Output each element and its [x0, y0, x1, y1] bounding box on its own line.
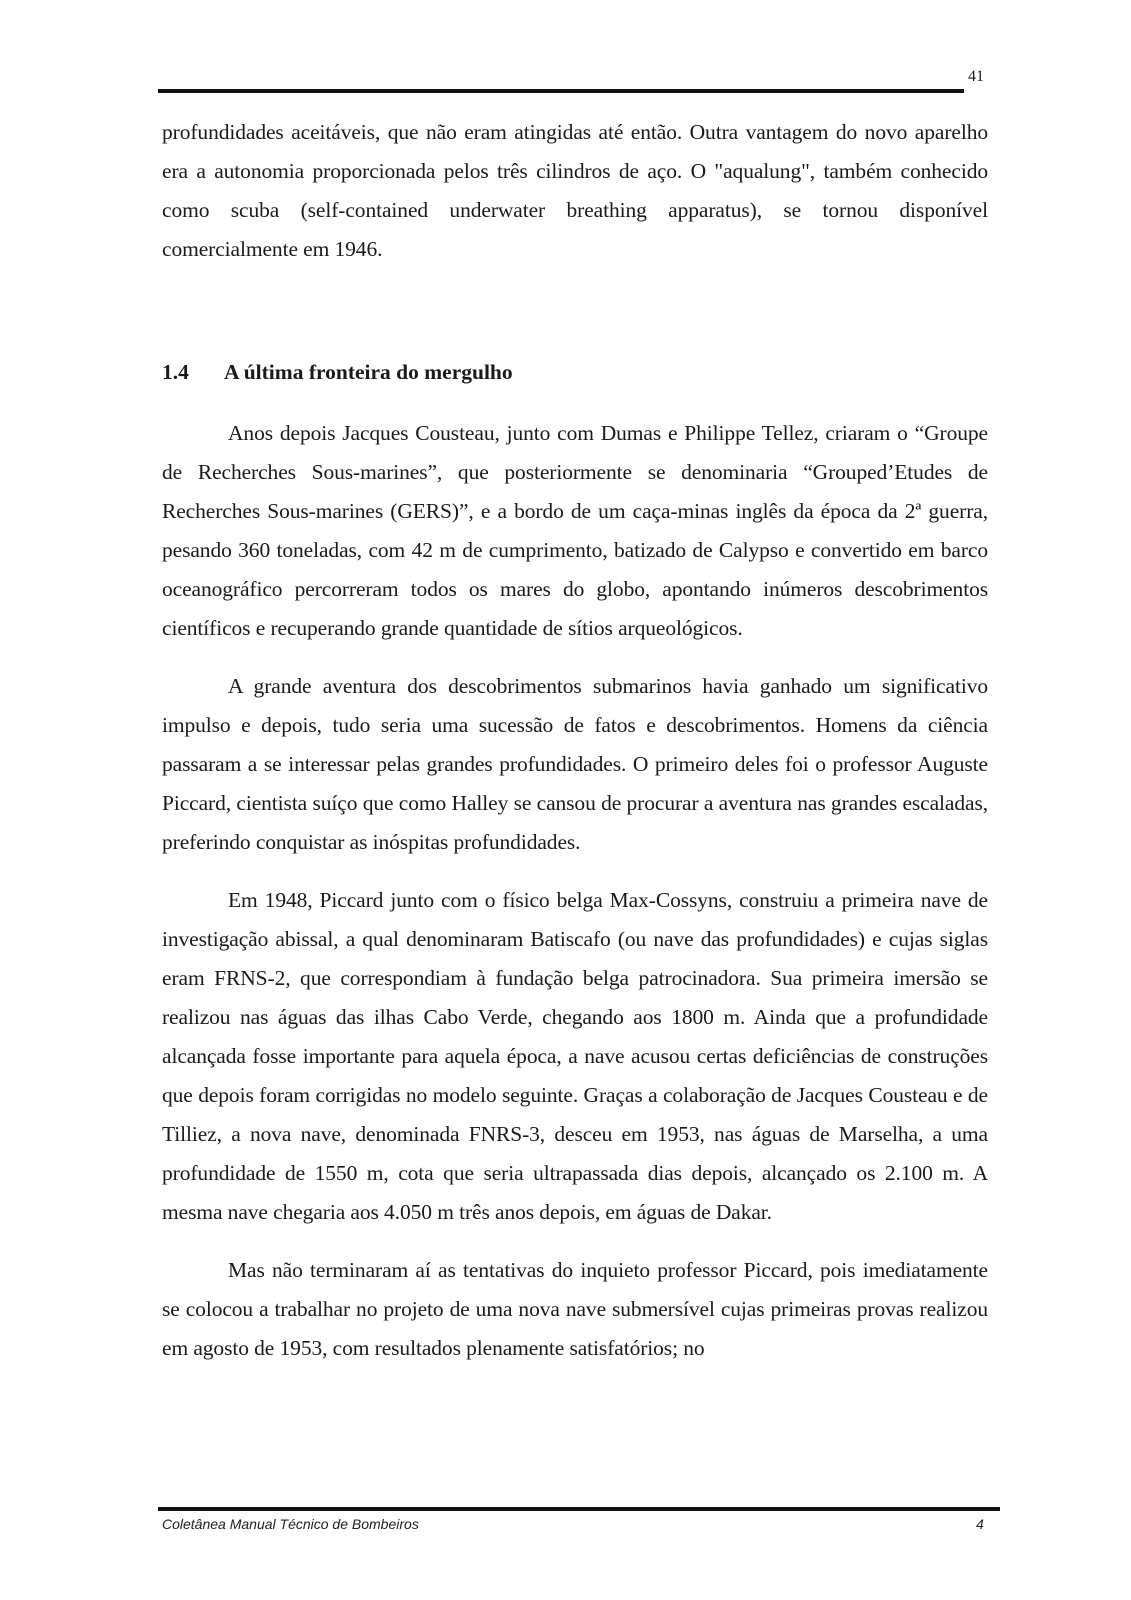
- footer-page-number: 4: [976, 1516, 984, 1532]
- footer-rule: [158, 1507, 1000, 1511]
- header-rule: [158, 89, 964, 93]
- paragraph: A grande aventura dos descobrimentos submarinos havia ganhado um significativo impulso e depois, tudo seria uma sucessão de fatos e descobrimentos. Homens da ciência passaram a se interessar pelas grandes profundidades. O primeiro deles foi o professor Auguste Piccard, cientista suíço que como Halley se cansou de procurar a aventura nas grandes escaladas, preferindo conquistar as inóspitas profundidades.: [162, 674, 988, 854]
- paragraph: Anos depois Jacques Cousteau, junto com Dumas e Philippe Tellez, criaram o “Groupe de Recherches Sous-marines”, que posteriormente se denominaria “Grouped’Etudes de Recherches Sous-marines (GERS)”, e a bordo de um caça-minas inglês da época da 2ª guerra, pesando 360 toneladas, com 42 m de cumprimento, batizado de Calypso e convertido em barco oceanográfico percorreram todos os mares do globo, apontando inúmeros descobrimentos científicos e recuperando grande quantidade de sítios arqueológicos.: [162, 421, 988, 640]
- footer-title: Coletânea Manual Técnico de Bombeiros: [162, 1516, 419, 1532]
- document-body: [162, 113, 988, 1368]
- section-title: A última fronteira do mergulho: [224, 360, 513, 384]
- paragraph: Em 1948, Piccard junto com o físico belga Max-Cossyns, construiu a primeira nave de investigação abissal, a qual denominaram Batiscafo (ou nave das profundidades) e cujas siglas eram FRNS-2, que correspondiam à fundação belga patrocinadora. Sua primeira imersão se realizou nas águas das ilhas Cabo Verde, chegando aos 1800 m. Ainda que a profundidade alcançada fosse importante para aquela época, a nave acusou certas deficiências de construções que depois foram corrigidas no modelo seguinte. Graças a colaboração de Jacques Cousteau e de Tilliez, a nova nave, denominada FNRS-3, desceu em 1953, nas águas de Marselha, a uma profundidade de 1550 m, cota que seria ultrapassada dias depois, alcançado os 2.100 m. A mesma nave chegaria aos 4.050 m três anos depois, em águas de Dakar.: [162, 888, 988, 1224]
- page-number: 41: [968, 68, 984, 85]
- section-number: 1.4: [162, 360, 189, 384]
- paragraph: profundidades aceitáveis, que não eram atingidas até então. Outra vantagem do novo aparelho era a autonomia proporcionada pelos três cilindros de aço. O "aqualung", também conhecido como scuba (self-contained underwater breathing apparatus), se tornou disponível comercialmente em 1946.: [162, 120, 988, 261]
- paragraph: Mas não terminaram aí as tentativas do inquieto professor Piccard, pois imediatamente se colocou a trabalhar no projeto de uma nova nave submersível cujas primeiras provas realizou em agosto de 1953, com resultados plenamente satisfatórios; no: [162, 1258, 988, 1360]
- section-heading: [162, 353, 988, 392]
